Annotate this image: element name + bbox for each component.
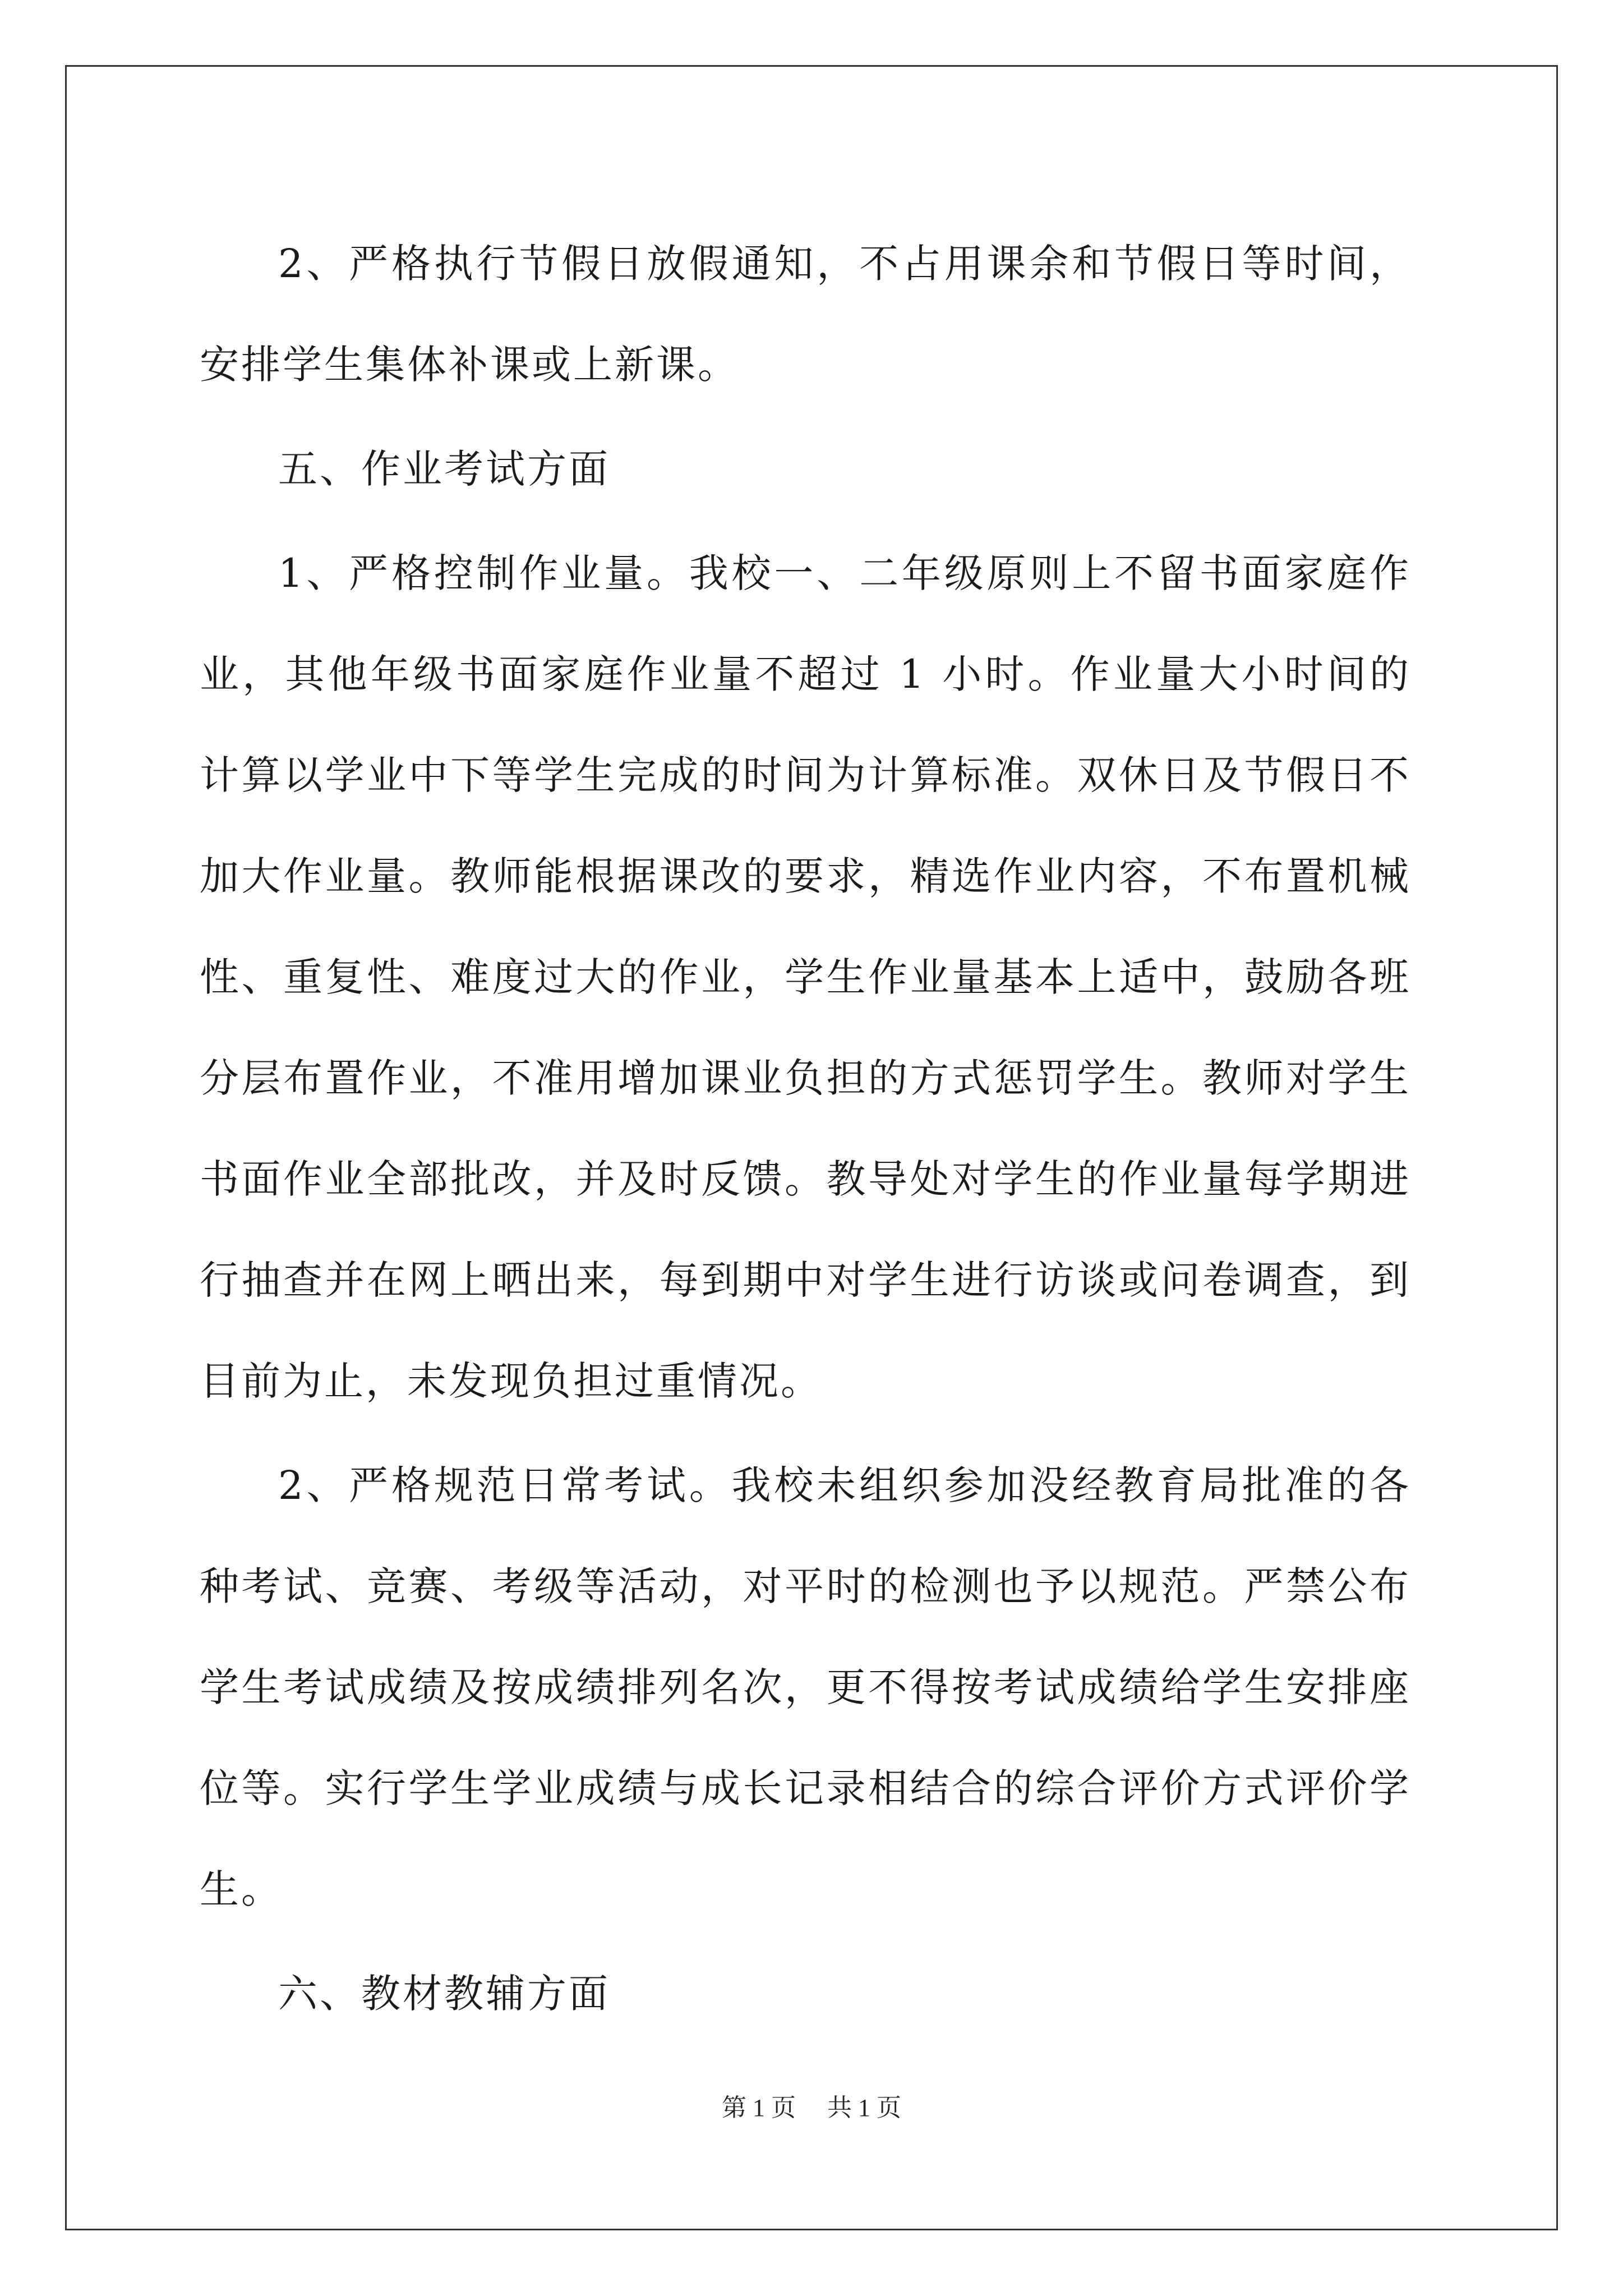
page-total: 共 1 页 [827,2094,901,2122]
section-heading-homework-exams: 五、作业考试方面 [278,446,610,492]
paragraph-holiday-rule: 2、严格执行节假日放假通知，不占用课余和节假日等时间，安排学生集体补课或上新课。 [200,241,1411,388]
document-body [200,213,1411,2044]
page-number: 第 1 页 [722,2094,796,2122]
paragraph-homework-control: 1、严格控制作业量。我校一、二年级原则上不留书面家庭作业，其他年级书面家庭作业量不超过 1 小时。作业量大小时间的计算以学业中下等学生完成的时间为计算标准。双休日及节假日不加大作业量。教师能根据课改的要求，精选作业内容，不布置机械性、重复性、难度过大的作业，学生作业量基本上适中，鼓励各班分层布置作业，不准用增加课业负担的方式惩罚学生。教师对学生书面作业全部批改，并及时反馈。教导处对学生的作业量每学期进行抽查并在网上晒出来，每到期中对学生进行访谈或问卷调查，到目前为止，未发现负担过重情况。 [200,550,1411,1404]
page-footer [0,2091,1623,2125]
paragraph-exam-regulation: 2、严格规范日常考试。我校未组织参加没经教育局批准的各种考试、竞赛、考级等活动，对平时的检测也予以规范。严禁公布学生考试成绩及按成绩排列名次，更不得按考试成绩给学生安排座位等。实行学生学业成绩与成长记录相结合的综合评价方式评价学生。 [200,1462,1411,1912]
section-heading-textbooks: 六、教材教辅方面 [278,1971,610,2017]
